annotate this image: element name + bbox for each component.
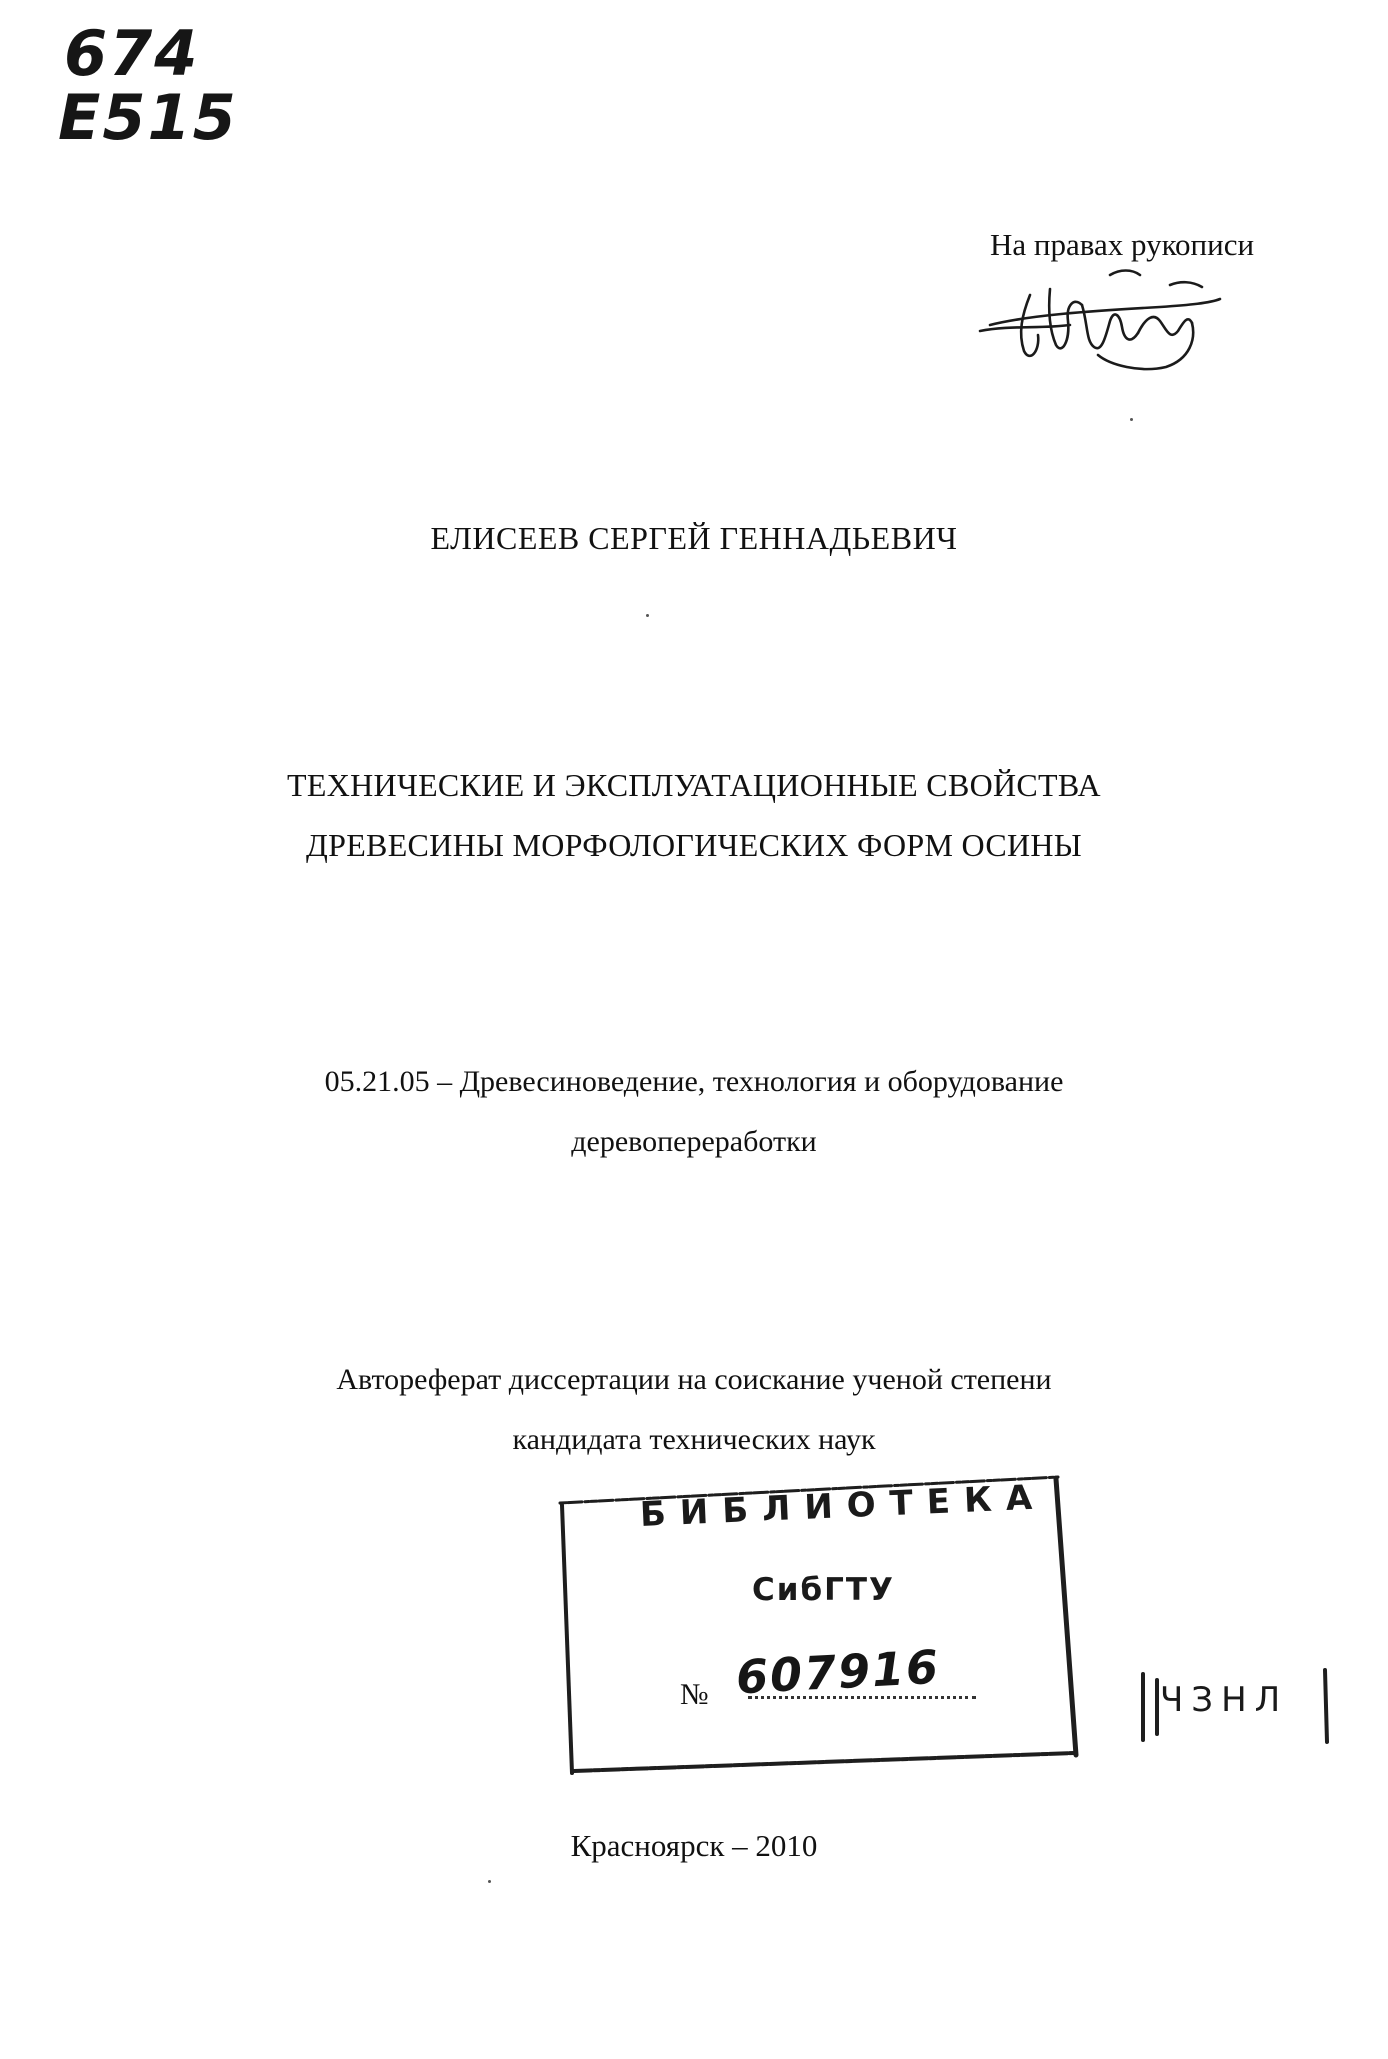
library-stamp-number: 607916 [734,1639,942,1705]
specialty-line-2: деревопереработки [571,1125,817,1158]
title-line-2: ДРЕВЕСИНЫ МОРФОЛОГИЧЕСКИХ ФОРМ ОСИНЫ [305,827,1082,863]
library-stamp-heading: БИБЛИОТЕКА [639,1477,1047,1535]
library-stamp-university: СибГТУ [752,1572,895,1608]
degree-statement [0,1350,1388,1470]
specialty-line-1: 05.21.05 – Древесиноведение, технология и оборудование [324,1065,1064,1098]
shelfmark-code [58,17,238,154]
author-name: ЕЛИСЕЕВ СЕРГЕЙ ГЕННАДЬЕВИЧ [430,520,958,556]
library-stamp-number-label: № [680,1678,709,1711]
city-year: Красноярск – 2010 [570,1828,818,1863]
specialty [0,1052,1388,1172]
degree-line-1: Автореферат диссертации на соискание ученой степени [336,1363,1052,1396]
degree-line-2: кандидата технических наук [512,1423,876,1456]
reading-hall-stamp: ЧЗНЛ [1160,1680,1289,1720]
scan-speck [646,614,649,617]
scan-speck [488,1880,491,1883]
scan-speck [1130,418,1133,421]
shelfmark-line-1: 674 [64,17,200,90]
rights-notice: На правах рукописи [990,227,1255,262]
author-signature [970,255,1230,375]
shelfmark-line-2: Е515 [58,81,238,154]
dissertation-title [0,755,1388,875]
title-line-1: ТЕХНИЧЕСКИЕ И ЭКСПЛУАТАЦИОННЫЕ СВОЙСТВА [287,767,1101,803]
